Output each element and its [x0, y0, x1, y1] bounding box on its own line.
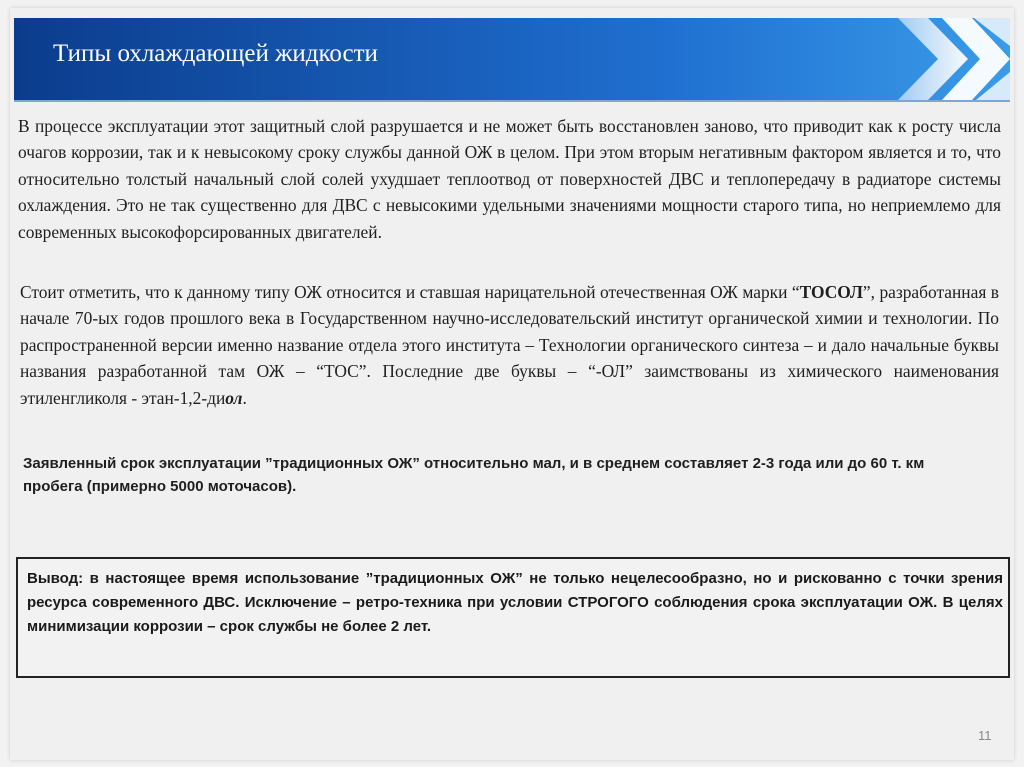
page-number: 11 [978, 728, 992, 743]
page-title: Типы охлаждающей жидкости [53, 40, 378, 67]
conclusion-box [16, 557, 1010, 678]
tosol-suffix: ол [225, 387, 243, 408]
paragraph-coolant-degradation: В процессе эксплуатации этот защитный слой разрушается и не может быть восстановлен заново, что приводит как к росту числа очагов коррозии, так и к невысокому сроку службы данной ОЖ в целом. При этом вторым негативным фактором является и то, что относительно толстый начальный слой солей ухудшает теплоотвод от поверхностей ДВС и теплопередачу в радиаторе системы охлаждения. Это не так существенно для ДВС с невысокими удельными значениями мощности старого типа, но неприемлемо для современных высокофорсированных двигателей. [18, 116, 1001, 242]
paragraph-service-life: Заявленный срок эксплуатации ”традиционных ОЖ” относительно мал, и в среднем составляет 2-3 года или до 60 т. км пробега (примерно 5000 моточасов). [23, 455, 925, 495]
tosol-text-part-3: . [242, 387, 247, 408]
tosol-text-part-2: ”, разработанная в начале 70-ых годов прошлого века в Государственном научно-исследовательский институт органической химии и технологии. По распространенной версии именно название отдела этого института – Технологии органического синтеза – и дало начальные буквы названия разработанной там ОЖ – “ТОС”. Последние две буквы – “-ОЛ” заимствованы из химического наименования этиленгликоля - этан-1,2-ди [20, 282, 999, 408]
tosol-brand-name: ТОСОЛ [799, 282, 863, 302]
conclusion-text: Вывод: в настоящее время использование ”традиционных ОЖ” не только нецелесообразно, но и рискованно с точки зрения ресурса современного ДВС. Исключение – ретро-техника при условии СТРОГОГО соблюдения срока эксплуатации ОЖ. В целях минимизации коррозии – срок службы не более 2 лет. [27, 570, 1003, 635]
paragraph-tosol-history [20, 279, 999, 411]
tosol-text-part-1: Стоит отметить, что к данному типу ОЖ относится и ставшая нарицательной отечественная ОЖ марки “ [20, 282, 800, 302]
